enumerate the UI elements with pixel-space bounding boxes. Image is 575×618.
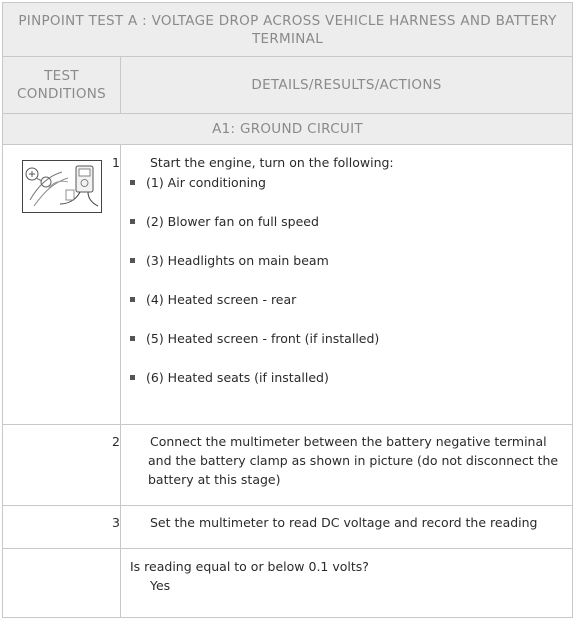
question-text: Is reading equal to or below 0.1 volts? [130, 559, 369, 574]
list-item-text: (1) Air conditioning [146, 175, 266, 190]
equipment-list [130, 173, 564, 387]
battery-multimeter-illustration [22, 160, 102, 213]
column-header-details: DETAILS/RESULTS/ACTIONS [121, 57, 573, 114]
question-cell [121, 549, 573, 618]
list-item [130, 329, 564, 348]
bullet-icon [130, 258, 135, 263]
step-2-number: 2 [112, 434, 120, 449]
step-2-cell [112, 425, 573, 506]
answer-yes: Yes [150, 578, 171, 593]
step-1-number: 1 [112, 155, 120, 170]
list-item [130, 212, 564, 231]
test-conditions-cell [3, 145, 121, 425]
list-item-text: (6) Heated seats (if installed) [146, 370, 329, 385]
list-item [130, 173, 564, 192]
list-item [130, 368, 564, 387]
pinpoint-test-table [2, 2, 573, 618]
table-row-step-3 [3, 506, 573, 549]
test-conditions-cell [3, 425, 121, 506]
table-row-question [3, 549, 573, 618]
step-2-text: Connect the multimeter between the battery negative terminal and the battery clamp as shown in picture (do not disconnect the battery at this stage) [148, 434, 559, 487]
step-2-instruction [112, 432, 564, 489]
test-conditions-cell [3, 549, 121, 618]
step-1-cell [112, 145, 573, 425]
table-row-step-2 [3, 425, 573, 506]
list-item [130, 290, 564, 309]
step-3-cell [112, 506, 573, 549]
list-item-text: (3) Headlights on main beam [146, 253, 329, 268]
bullet-icon [130, 375, 135, 380]
section-header: A1: GROUND CIRCUIT [3, 114, 573, 145]
table-title: PINPOINT TEST A : VOLTAGE DROP ACROSS VEHICLE HARNESS AND BATTERY TERMINAL [3, 3, 573, 57]
table-row-step-1 [3, 145, 573, 425]
bullet-icon [130, 336, 135, 341]
bullet-icon [130, 219, 135, 224]
list-item-text: (4) Heated screen - rear [146, 292, 297, 307]
step-1-instruction [112, 153, 564, 172]
bullet-icon [130, 180, 135, 185]
step-1-text: Start the engine, turn on the following: [149, 155, 394, 170]
list-item [130, 251, 564, 270]
column-header-test-conditions: TEST CONDITIONS [3, 57, 121, 114]
step-3-text: Set the multimeter to read DC voltage and record the reading [149, 515, 538, 530]
test-conditions-cell [3, 506, 121, 549]
list-item-text: (2) Blower fan on full speed [146, 214, 319, 229]
bullet-icon [130, 297, 135, 302]
list-item-text: (5) Heated screen - front (if installed) [146, 331, 380, 346]
step-3-instruction [112, 513, 564, 532]
step-3-number: 3 [112, 515, 120, 530]
